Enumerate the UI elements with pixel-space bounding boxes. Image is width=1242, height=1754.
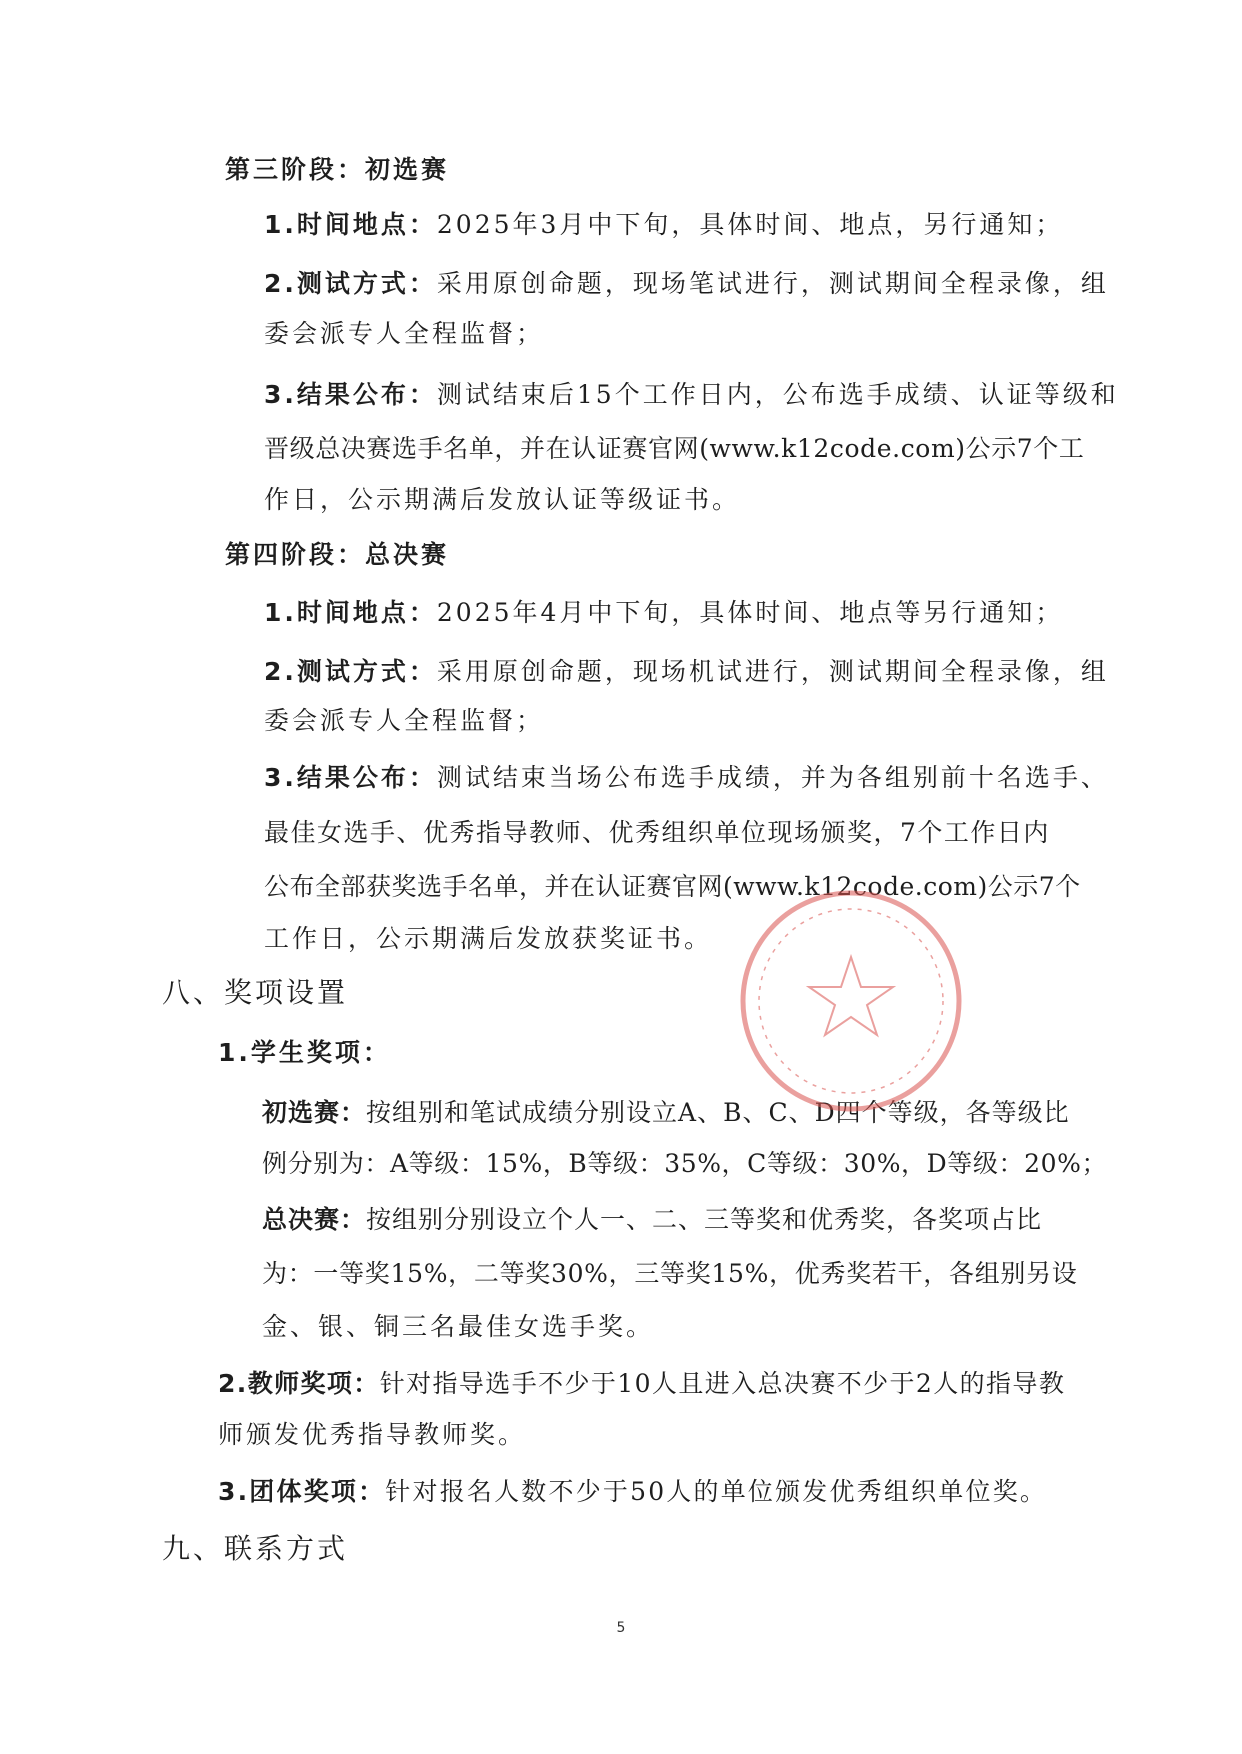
seal-outer-ring <box>743 893 959 1109</box>
final-awards-line3: 金、银、铜三名最佳女选手奖。 <box>262 1312 655 1341</box>
stage4-item-method-text: 采用原创命题，现场机试进行，测试期间全程录像，组 <box>436 657 1109 686</box>
stage3-item-time-text: 2025年3月中下旬，具体时间、地点，另行通知； <box>436 210 1064 239</box>
stage4-item-result-text: 测试结束当场公布选手成绩，并为各组别前十名选手、 <box>436 763 1109 792</box>
stage3-item-result-label: 3.结果公布： <box>264 380 437 409</box>
student-awards-label: 1.学生奖项： <box>218 1038 391 1067</box>
teacher-awards-line2: 师颁发优秀指导教师奖。 <box>218 1420 527 1449</box>
section8-heading: 八、奖项设置 <box>162 976 349 1009</box>
stage4-item-time-text: 2025年4月中下旬，具体时间、地点等另行通知； <box>436 598 1064 627</box>
final-awards <box>262 1203 1042 1237</box>
final-awards-line2: 为：一等奖15%，二等奖30%，三等奖15%，优秀奖若干，各组别另设 <box>262 1259 1078 1288</box>
group-awards <box>218 1475 1047 1509</box>
stage4-item-method-label: 2.测试方式： <box>264 657 437 686</box>
stage4-item-result-label: 3.结果公布： <box>264 763 437 792</box>
group-awards-text: 针对报名人数不少于50人的单位颁发优秀组织单位奖。 <box>385 1477 1048 1506</box>
page-number: 5 <box>616 1620 626 1636</box>
group-awards-label: 3.团体奖项： <box>218 1477 386 1506</box>
stage3-item-time-label: 1.时间地点： <box>264 210 437 239</box>
prelim-awards-text: 按组别和笔试成绩分别设立A、B、C、D四个等级，各等级比 <box>366 1098 1070 1127</box>
teacher-awards-label: 2.教师奖项： <box>218 1369 380 1398</box>
stage4-item-method <box>264 655 1109 689</box>
teacher-awards-text: 针对指导选手不少于10人且进入总决赛不少于2人的指导教 <box>379 1369 1066 1398</box>
stage3-item-result-text: 测试结束后15个工作日内，公布选手成绩、认证等级和 <box>436 380 1119 409</box>
stage4-item-result-line3: 公布全部获奖选手名单，并在认证赛官网(www.k12code.com)公示7个 <box>264 872 1081 901</box>
stage4-item-result-line4: 工作日，公示期满后发放获奖证书。 <box>264 924 713 953</box>
final-awards-text: 按组别分别设立个人一、二、三等奖和优秀奖，各奖项占比 <box>366 1205 1043 1234</box>
stage4-item-time-label: 1.时间地点： <box>264 598 437 627</box>
stage3-item-method-label: 2.测试方式： <box>264 269 437 298</box>
section9-heading: 九、联系方式 <box>162 1532 349 1565</box>
final-awards-label: 总决赛： <box>262 1205 367 1234</box>
seal-star-icon <box>809 957 893 1035</box>
stage4-item-time <box>264 596 1063 630</box>
official-seal-stamp <box>735 885 967 1117</box>
stage3-item-result-line2: 晋级总决赛选手名单，并在认证赛官网(www.k12code.com)公示7个工 <box>264 434 1085 463</box>
stage4-item-method-line2: 委会派专人全程监督； <box>264 706 545 735</box>
stage3-item-result-line3: 作日，公示期满后发放认证等级证书。 <box>264 485 741 514</box>
stage3-heading: 第三阶段：初选赛 <box>225 155 450 184</box>
stage4-heading: 第四阶段：总决赛 <box>225 540 450 569</box>
stage3-item-method <box>264 267 1109 301</box>
stage3-item-method-line2: 委会派专人全程监督； <box>264 319 545 348</box>
stage4-item-result-line2: 最佳女选手、优秀指导教师、优秀组织单位现场颁奖，7个工作日内 <box>264 818 1050 847</box>
stage3-item-method-text: 采用原创命题，现场笔试进行，测试期间全程录像，组 <box>436 269 1109 298</box>
stage4-item-result <box>264 761 1109 795</box>
stage3-item-result <box>264 378 1119 412</box>
teacher-awards <box>218 1367 1065 1401</box>
prelim-awards-line2: 例分别为：A等级：15%，B等级：35%，C等级：30%，D等级：20%； <box>262 1149 1108 1178</box>
prelim-awards-label: 初选赛： <box>262 1098 367 1127</box>
seal-inner-ring <box>759 909 943 1093</box>
stage3-item-time <box>264 208 1063 242</box>
